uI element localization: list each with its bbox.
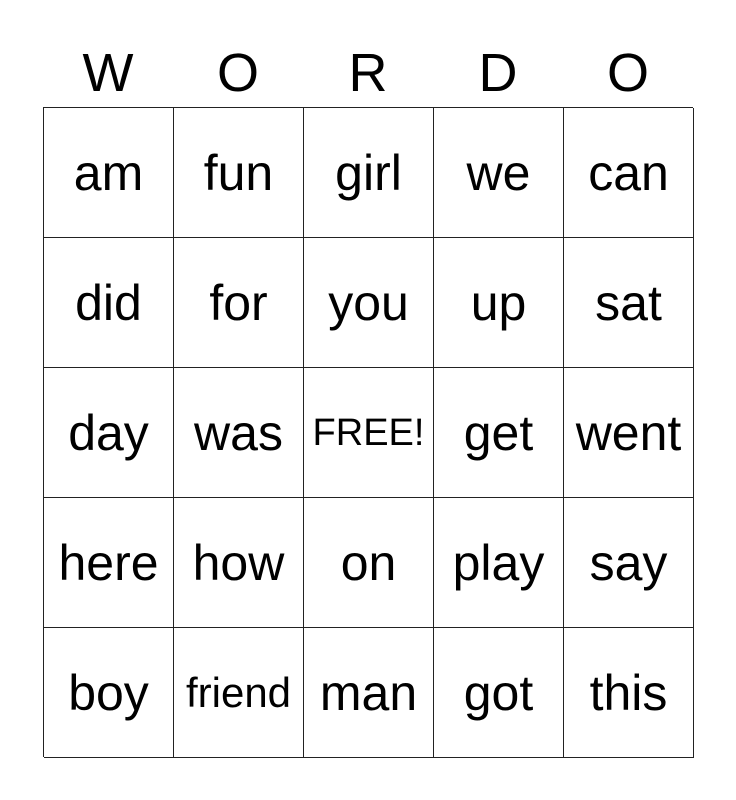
header-letter-o2: O <box>606 43 649 103</box>
bingo-cell: sat <box>564 238 694 368</box>
bingo-cell: this <box>564 628 694 758</box>
bingo-cell: for <box>174 238 304 368</box>
bingo-cell: was <box>174 368 304 498</box>
bingo-cell: day <box>44 368 174 498</box>
header-letter-r: R <box>348 43 388 103</box>
free-space-cell: FREE! <box>304 368 434 498</box>
bingo-cell: went <box>564 368 694 498</box>
bingo-board <box>43 107 693 757</box>
bingo-header <box>43 40 693 106</box>
bingo-cell: fun <box>174 108 304 238</box>
bingo-cell: girl <box>304 108 434 238</box>
bingo-cell: friend <box>174 628 304 758</box>
header-letter-d: D <box>478 43 518 103</box>
header-letter-w: W <box>82 43 134 103</box>
bingo-cell: we <box>434 108 564 238</box>
bingo-cell: did <box>44 238 174 368</box>
bingo-cell: got <box>434 628 564 758</box>
bingo-cell: am <box>44 108 174 238</box>
bingo-cell: play <box>434 498 564 628</box>
header-letter-o1: O <box>216 43 259 103</box>
bingo-cell: get <box>434 368 564 498</box>
bingo-cell: man <box>304 628 434 758</box>
bingo-cell: you <box>304 238 434 368</box>
bingo-cell: on <box>304 498 434 628</box>
bingo-cell: here <box>44 498 174 628</box>
bingo-cell: boy <box>44 628 174 758</box>
bingo-cell: say <box>564 498 694 628</box>
bingo-cell: how <box>174 498 304 628</box>
bingo-cell: up <box>434 238 564 368</box>
bingo-cell: can <box>564 108 694 238</box>
